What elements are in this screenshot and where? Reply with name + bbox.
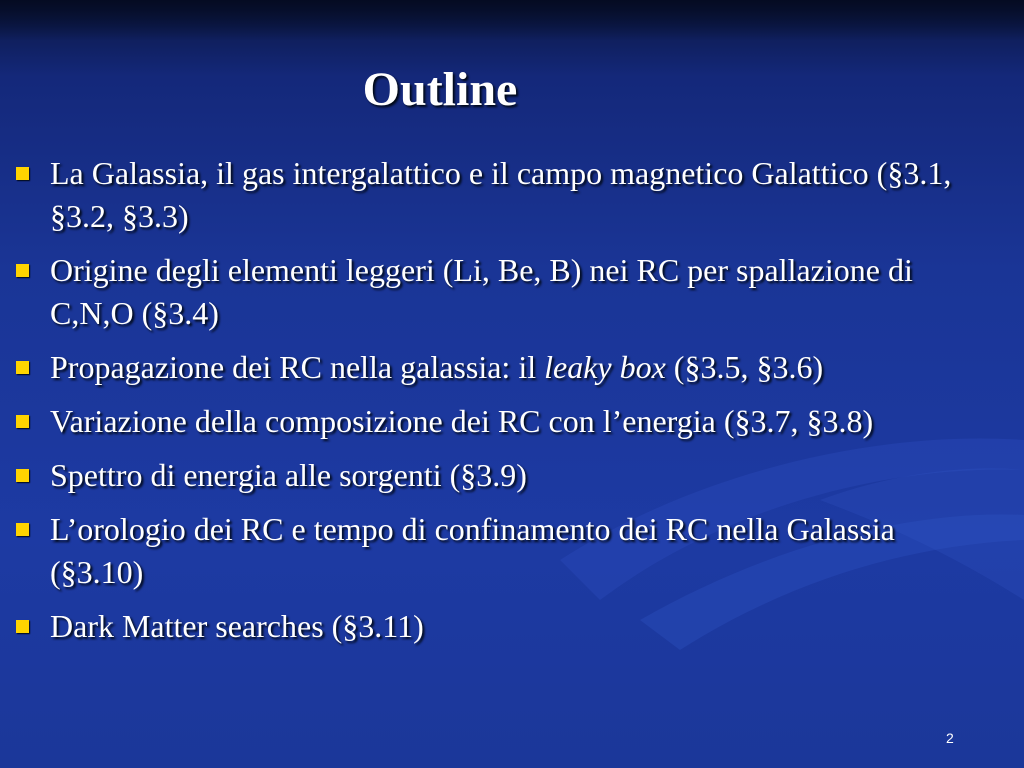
bullet-item [14,508,974,594]
bullet-text: (§3.5, §3.6) [665,349,824,385]
bullet-item [14,605,974,648]
square-bullet-icon [16,361,29,374]
bullet-text: Dark Matter searches (§3.11) [50,608,424,644]
bullet-item [14,346,974,389]
bullet-text: Spettro di energia alle sorgenti (§3.9) [50,457,527,493]
bullet-item [14,454,974,497]
square-bullet-icon [16,523,29,536]
bullet-text: Variazione della composizione dei RC con l’energia (§3.7, §3.8) [50,403,874,439]
bullet-item [14,152,974,238]
bullet-text: La Galassia, il gas intergalattico e il campo magnetico Galattico (§3.1, §3.2, §3.3) [50,155,952,234]
square-bullet-icon [16,415,29,428]
bullet-text-italic: leaky box [544,349,666,385]
square-bullet-icon [16,620,29,633]
square-bullet-icon [16,167,29,180]
bullet-text: Origine degli elementi leggeri (Li, Be, B) nei RC per spallazione di C,N,O (§3.4) [50,252,913,331]
slide-number: 2 [946,730,954,746]
bullet-item [14,400,974,443]
square-bullet-icon [16,264,29,277]
bullet-text: Propagazione dei RC nella galassia: il [50,349,545,385]
bullet-item [14,249,974,335]
bullet-text: L’orologio dei RC e tempo di confinamento dei RC nella Galassia (§3.10) [50,511,895,590]
bullet-list [14,152,974,659]
square-bullet-icon [16,469,29,482]
slide-title: Outline [362,63,518,116]
